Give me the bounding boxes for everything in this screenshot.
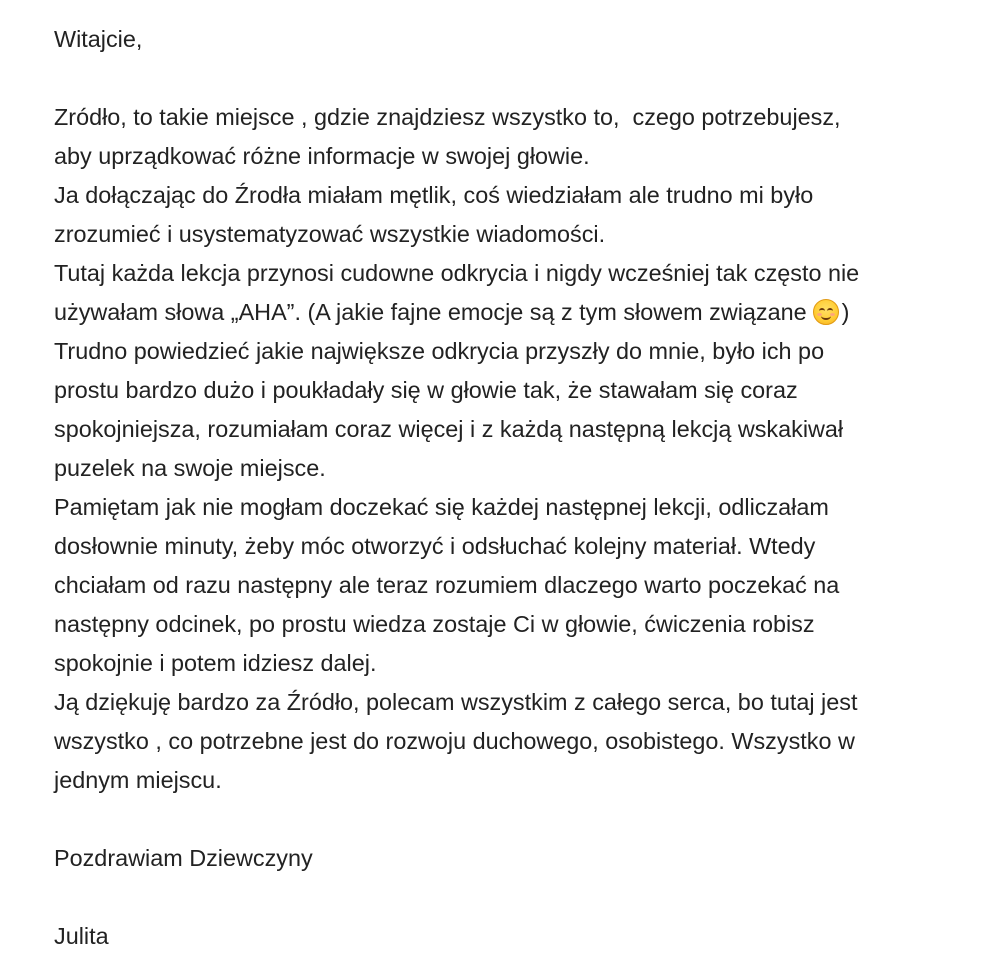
body-line-16: Ją dziękuję bardzo za Źródło, polecam wszystkim z całego serca, bo tutaj jest bbox=[54, 689, 858, 715]
body-line-13: chciałam od razu następny ale teraz rozumiem dlaczego warto poczekać na bbox=[54, 572, 840, 598]
body-line-9: spokojniejsza, rozumiałam coraz więcej i z każdą następną lekcją wskakiwał bbox=[54, 416, 844, 442]
greeting: Witajcie, bbox=[54, 26, 143, 52]
body-line-6-with-emoji bbox=[54, 293, 984, 332]
blank-line bbox=[54, 59, 984, 98]
body-line-2: aby uprządkować różne informacje w swojej głowie. bbox=[54, 143, 590, 169]
body-line-17: wszystko , co potrzebne jest do rozwoju duchowego, osobistego. Wszystko w bbox=[54, 728, 855, 754]
body-line-5: Tutaj każda lekcja przynosi cudowne odkrycia i nigdy wcześniej tak często nie bbox=[54, 260, 860, 286]
body-line-6: używałam słowa „AHA”. (A jakie fajne emocje są z tym słowem związane bbox=[54, 299, 807, 325]
closing-paren: ) bbox=[841, 299, 850, 325]
body-line-8: prostu bardzo dużo i poukładały się w głowie tak, że stawałam się coraz bbox=[54, 377, 798, 403]
closing: Pozdrawiam Dziewczyny bbox=[54, 845, 313, 871]
letter-document bbox=[54, 20, 984, 956]
body-line-4: zrozumieć i usystematyzować wszystkie wiadomości. bbox=[54, 221, 606, 247]
body-line-18: jednym miejscu. bbox=[54, 767, 222, 793]
smiling-face-icon bbox=[813, 299, 839, 325]
body-line-7: Trudno powiedzieć jakie największe odkrycia przyszły do mnie, było ich po bbox=[54, 338, 825, 364]
blank-line bbox=[54, 878, 984, 917]
body-line-11: Pamiętam jak nie mogłam doczekać się każdej następnej lekcji, odliczałam bbox=[54, 494, 829, 520]
body-line-10: puzelek na swoje miejsce. bbox=[54, 455, 326, 481]
body-line-15: spokojnie i potem idziesz dalej. bbox=[54, 650, 377, 676]
body-line-14: następny odcinek, po prostu wiedza zostaje Ci w głowie, ćwiczenia robisz bbox=[54, 611, 815, 637]
body-line-12: dosłownie minuty, żeby móc otworzyć i odsłuchać kolejny materiał. Wtedy bbox=[54, 533, 816, 559]
signature: Julita bbox=[54, 923, 109, 949]
body-line-3: Ja dołączając do Źrodła miałam mętlik, coś wiedziałam ale trudno mi było bbox=[54, 182, 814, 208]
body-line-1: Zródło, to takie miejsce , gdzie znajdziesz wszystko to, czego potrzebujesz, bbox=[54, 104, 841, 130]
blank-line bbox=[54, 800, 984, 839]
